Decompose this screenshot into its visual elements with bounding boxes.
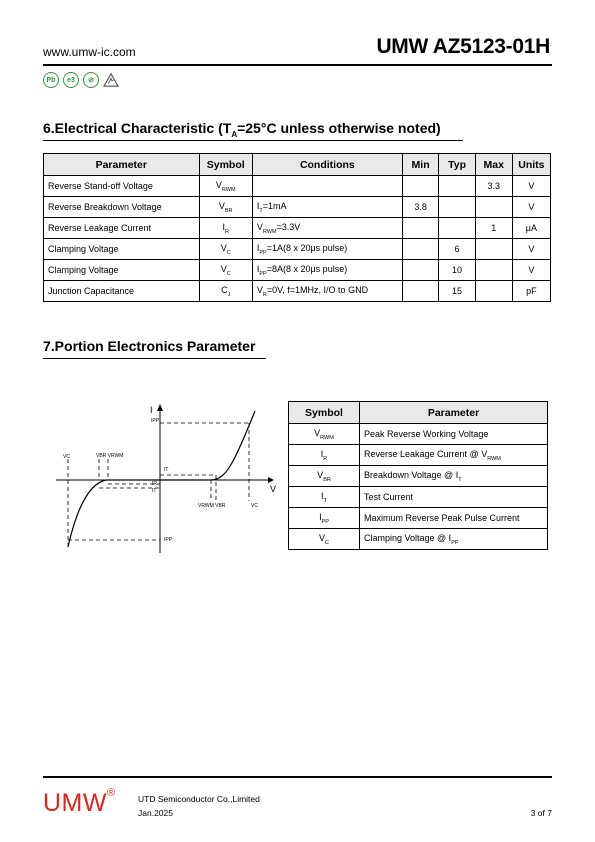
e3-icon: e3 [63, 72, 79, 88]
i-axis-label: I [150, 405, 153, 415]
symbol-cell [289, 445, 360, 466]
ipp-bottom-label: IPP [164, 537, 173, 543]
symbol-sub: C [226, 270, 231, 277]
typ-cell: 6 [439, 239, 475, 260]
typ-cell: 15 [439, 281, 475, 302]
umw-logo: UMW® [43, 787, 116, 817]
symbol-cell [199, 197, 252, 218]
website-url: www.umw-ic.com [43, 45, 136, 59]
table-row [289, 466, 548, 487]
condition-text: I [256, 242, 260, 253]
table-header-row [44, 154, 551, 176]
column-header: Typ [439, 154, 475, 176]
condition-text: PP [259, 249, 267, 256]
condition-text: I [256, 200, 260, 211]
halogen-free-icon: ⊘ [83, 72, 99, 88]
symbol-cell [199, 260, 252, 281]
column-header: Conditions [252, 154, 402, 176]
column-header: Min [402, 154, 438, 176]
vc-right-label: VC [251, 503, 258, 509]
table-row [44, 260, 551, 281]
symbol-text: PP [321, 518, 329, 525]
symbol-text: C [325, 539, 329, 546]
symbol-cell [199, 218, 252, 239]
parameter-cell [360, 445, 548, 466]
table-row [289, 424, 548, 445]
parameter-text: Maximum Reverse Peak Pulse Current [364, 513, 520, 523]
column-header: Symbol [199, 154, 252, 176]
conditions-cell [252, 176, 402, 197]
part-number-title: UMW AZ5123-01H [376, 35, 550, 58]
max-cell: 3.3 [475, 176, 512, 197]
max-cell: 1 [475, 218, 512, 239]
symbol-cell [199, 239, 252, 260]
parameter-text: Peak Reverse Working Voltage [364, 429, 489, 439]
page-number: 3 of 7 [530, 808, 552, 818]
condition-text: RWM [262, 228, 277, 235]
ipp-top-label: IPP [151, 418, 160, 424]
symbol-sub: BR [224, 207, 233, 214]
condition-text: PP [259, 270, 267, 277]
symbol-text: T [323, 497, 327, 504]
section-6-title: 6.Electrical Characteristic ($T_A=25^\circ C$ unless otherwise noted) [43, 120, 441, 139]
table-row [44, 218, 551, 239]
condition-text: =1A(8 x 20μs pulse) [266, 242, 348, 253]
typ-cell [439, 176, 475, 197]
unit-cell: V [512, 197, 550, 218]
symbol-text: RWM [320, 434, 334, 441]
symbol-cell [289, 487, 360, 508]
symbol-text: V [314, 427, 321, 438]
section-6-underline [43, 140, 463, 141]
max-cell [475, 260, 512, 281]
v-axis-arrow [268, 477, 274, 483]
symbol-text: BR [323, 476, 331, 483]
parameter-cell: Clamping Voltage [44, 260, 200, 281]
iv-curve [68, 411, 255, 547]
parameter-cell: Reverse Breakdown Voltage [44, 197, 200, 218]
unit-cell: μA [512, 218, 550, 239]
symbol-main: V [215, 179, 222, 190]
company-name: UTD Semiconductor Co.,Limited [138, 794, 260, 804]
symbol-cell [199, 176, 252, 197]
symbol-sub: RWM [221, 186, 236, 193]
pb-free-icon: Pb [43, 72, 59, 88]
symbol-text: I [319, 511, 322, 522]
conditions-cell [252, 239, 402, 260]
conditions-cell [252, 218, 402, 239]
condition-text: =8A(8 x 20μs pulse) [266, 263, 348, 274]
symbol-legend-table [288, 401, 548, 550]
v-axis-label: V [270, 484, 276, 494]
conditions-cell [252, 281, 402, 302]
symbol-text: V [319, 532, 326, 543]
table-row [44, 176, 551, 197]
column-header: Parameter [360, 402, 548, 424]
symbol-sub: C [226, 249, 231, 256]
parameter-cell: Reverse Stand-off Voltage [44, 176, 200, 197]
vrwm-vbr-label: VRWM VBR [198, 503, 226, 509]
esd-warning-icon [103, 72, 119, 88]
symbol-cell [289, 466, 360, 487]
unit-cell: V [512, 176, 550, 197]
conditions-cell [252, 197, 402, 218]
max-cell [475, 239, 512, 260]
condition-text: T [259, 207, 263, 214]
symbol-main: V [220, 263, 227, 274]
symbol-sub: J [227, 291, 231, 298]
parameter-cell [360, 487, 548, 508]
symbol-text: V [317, 469, 324, 480]
parameter-cell: Junction Capacitance [44, 281, 200, 302]
unit-cell: pF [512, 281, 550, 302]
section-7-underline [43, 358, 266, 359]
parameter-text: RWM [487, 455, 501, 462]
symbol-main: V [220, 242, 227, 253]
max-cell [475, 197, 512, 218]
parameter-text: Breakdown Voltage @ I [364, 469, 459, 480]
iv-characteristic-graph [56, 403, 276, 553]
column-header: Symbol [289, 402, 360, 424]
typ-cell: 10 [439, 260, 475, 281]
condition-text: =3.3V [276, 221, 301, 232]
table-row [289, 445, 548, 466]
header-divider [43, 64, 552, 66]
parameter-text: Test Current [364, 492, 414, 502]
column-header: Parameter [44, 154, 200, 176]
vbr-vrwm-label: VBR VRWM [96, 453, 124, 459]
condition-text: R [262, 291, 267, 298]
parameter-cell [360, 508, 548, 529]
unit-cell: V [512, 239, 550, 260]
table-row [44, 281, 551, 302]
electrical-characteristics-table [43, 153, 551, 302]
symbol-cell [289, 508, 360, 529]
parameter-cell [360, 466, 548, 487]
document-date: Jan.2025 [138, 808, 173, 818]
condition-text: =1mA [262, 200, 287, 211]
min-cell [402, 176, 438, 197]
parameter-text: Reverse Leakage Current @ V [364, 448, 488, 459]
symbol-main: C [221, 284, 228, 295]
ir-label: IR [152, 481, 157, 487]
min-cell: 3.8 [402, 197, 438, 218]
condition-text: V [256, 284, 263, 295]
parameter-cell: Reverse Leakage Current [44, 218, 200, 239]
parameter-text: PP [451, 539, 459, 546]
table-row [44, 239, 551, 260]
condition-text: I [256, 263, 260, 274]
parameter-cell [360, 529, 548, 550]
symbol-text: I [321, 490, 324, 501]
table-row [44, 197, 551, 218]
min-cell [402, 239, 438, 260]
symbol-cell [289, 529, 360, 550]
min-cell [402, 281, 438, 302]
footer-divider [43, 776, 552, 778]
it-bottom-label: IT [152, 488, 157, 494]
max-cell [475, 281, 512, 302]
condition-text: V [256, 221, 263, 232]
symbol-text: I [320, 448, 324, 459]
parameter-cell [360, 424, 548, 445]
unit-cell: V [512, 260, 550, 281]
typ-cell [439, 197, 475, 218]
typ-cell [439, 218, 475, 239]
vc-left-label: VC [63, 454, 70, 460]
table-header-row [289, 402, 548, 424]
parameter-cell: Clamping Voltage [44, 239, 200, 260]
symbol-cell [289, 424, 360, 445]
symbol-cell [199, 281, 252, 302]
symbol-sub: R [224, 228, 229, 235]
column-header: Max [475, 154, 512, 176]
column-header: Units [512, 154, 550, 176]
condition-text: =0V, f=1MHz, I/O to GND [266, 284, 369, 295]
table-row [289, 529, 548, 550]
compliance-badges [43, 72, 119, 90]
symbol-main: I [222, 221, 225, 232]
it-top-label: IT [164, 467, 169, 473]
parameter-text: T [458, 476, 462, 483]
i-axis-arrow [157, 404, 163, 411]
conditions-cell [252, 260, 402, 281]
symbol-main: V [218, 200, 225, 211]
table-row [289, 487, 548, 508]
symbol-text: R [323, 455, 328, 462]
section-7-title: 7.Portion Electronics Parameter [43, 338, 256, 354]
min-cell [402, 260, 438, 281]
min-cell [402, 218, 438, 239]
table-row [289, 508, 548, 529]
parameter-text: Clamping Voltage @ I [364, 532, 452, 543]
